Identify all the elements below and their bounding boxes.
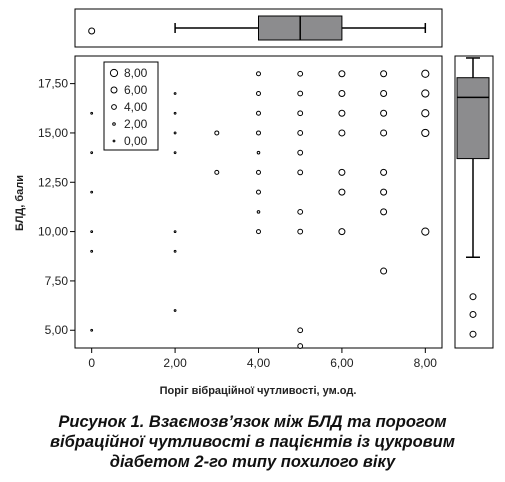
y-tick-label: 5,00 bbox=[44, 323, 68, 338]
data-point bbox=[174, 93, 176, 95]
data-point bbox=[381, 90, 387, 96]
data-point bbox=[298, 209, 303, 214]
data-point bbox=[381, 130, 387, 136]
data-point bbox=[257, 72, 261, 76]
data-point bbox=[174, 152, 176, 154]
y-axis-title: БЛД, бали bbox=[14, 175, 26, 231]
y-axis bbox=[38, 77, 75, 338]
x-tick-label: 0 bbox=[88, 356, 96, 370]
data-point bbox=[174, 310, 176, 312]
data-point bbox=[381, 189, 387, 195]
data-point bbox=[298, 170, 303, 175]
data-point bbox=[298, 71, 303, 76]
legend-marker bbox=[113, 140, 115, 142]
data-point bbox=[422, 110, 429, 117]
data-point bbox=[339, 71, 345, 77]
data-point bbox=[381, 71, 387, 77]
y-tick-label: 10,00 bbox=[37, 224, 68, 239]
data-point bbox=[381, 268, 387, 274]
data-point bbox=[298, 91, 303, 96]
data-point bbox=[257, 151, 260, 154]
data-point bbox=[257, 190, 261, 194]
data-point bbox=[339, 110, 345, 116]
data-point bbox=[257, 230, 261, 234]
legend-label: 4,00 bbox=[124, 100, 148, 114]
data-point bbox=[215, 131, 219, 135]
y-tick-label: 12,50 bbox=[37, 175, 68, 190]
data-point bbox=[91, 231, 93, 233]
legend-label: 0,00 bbox=[124, 134, 148, 148]
x-tick-label: 2,00 bbox=[163, 356, 187, 370]
legend-label: 2,00 bbox=[124, 117, 148, 131]
y-tick-label: 15,00 bbox=[37, 125, 68, 140]
data-point bbox=[91, 329, 93, 331]
caption-line-1: Рисунок 1. Взаємозв’язок між БЛД та порогом bbox=[58, 413, 447, 431]
legend-marker bbox=[110, 69, 117, 76]
legend-label: 6,00 bbox=[124, 83, 148, 97]
data-point bbox=[174, 112, 176, 114]
x-tick-label: 6,00 bbox=[330, 356, 354, 370]
right-outlier bbox=[470, 311, 476, 317]
legend-marker bbox=[113, 123, 116, 126]
data-point bbox=[257, 91, 261, 95]
data-point bbox=[381, 209, 387, 215]
data-point bbox=[215, 170, 219, 174]
data-point bbox=[298, 344, 303, 349]
legend bbox=[104, 62, 158, 150]
data-point bbox=[422, 90, 429, 97]
data-point bbox=[257, 111, 261, 115]
data-point bbox=[339, 189, 345, 195]
right-outlier bbox=[470, 331, 476, 337]
x-tick-label: 8,00 bbox=[413, 356, 437, 370]
data-point bbox=[257, 170, 261, 174]
data-point bbox=[91, 191, 93, 193]
data-point bbox=[174, 231, 176, 233]
caption-line-2: вібраційної чутливості в пацієнтів із цукровим bbox=[50, 433, 455, 451]
data-point bbox=[381, 169, 387, 175]
top-outlier bbox=[89, 28, 95, 34]
figure-caption bbox=[0, 412, 505, 472]
data-point bbox=[422, 129, 429, 136]
x-tick-label: 4,00 bbox=[246, 356, 271, 370]
data-point bbox=[381, 110, 387, 116]
data-point bbox=[174, 250, 176, 252]
data-point bbox=[174, 132, 176, 134]
data-point bbox=[298, 131, 303, 136]
data-point bbox=[257, 211, 260, 214]
legend-marker bbox=[111, 87, 117, 93]
data-point bbox=[91, 152, 93, 154]
caption-line-3: діабетом 2-го типу похилого віку bbox=[109, 453, 396, 471]
data-point bbox=[298, 229, 303, 234]
data-point bbox=[298, 150, 303, 155]
legend-label: 8,00 bbox=[124, 66, 148, 80]
data-point bbox=[339, 169, 345, 175]
data-point bbox=[298, 328, 303, 333]
y-tick-label: 17,50 bbox=[37, 76, 68, 91]
y-tick-label: 7,50 bbox=[44, 273, 68, 288]
data-point bbox=[257, 131, 261, 135]
data-point bbox=[422, 228, 429, 235]
x-axis bbox=[88, 348, 437, 370]
data-point bbox=[91, 250, 93, 252]
right-outlier bbox=[470, 294, 476, 300]
data-point bbox=[298, 111, 303, 116]
data-point bbox=[422, 70, 429, 77]
right-box-iqr bbox=[457, 78, 489, 159]
data-point bbox=[339, 90, 345, 96]
data-point bbox=[339, 130, 345, 136]
data-point bbox=[91, 112, 93, 114]
legend-marker bbox=[112, 105, 117, 110]
x-axis-title: Поріг вібраційної чутливості, ум.од. bbox=[159, 385, 357, 397]
data-point bbox=[339, 229, 345, 235]
